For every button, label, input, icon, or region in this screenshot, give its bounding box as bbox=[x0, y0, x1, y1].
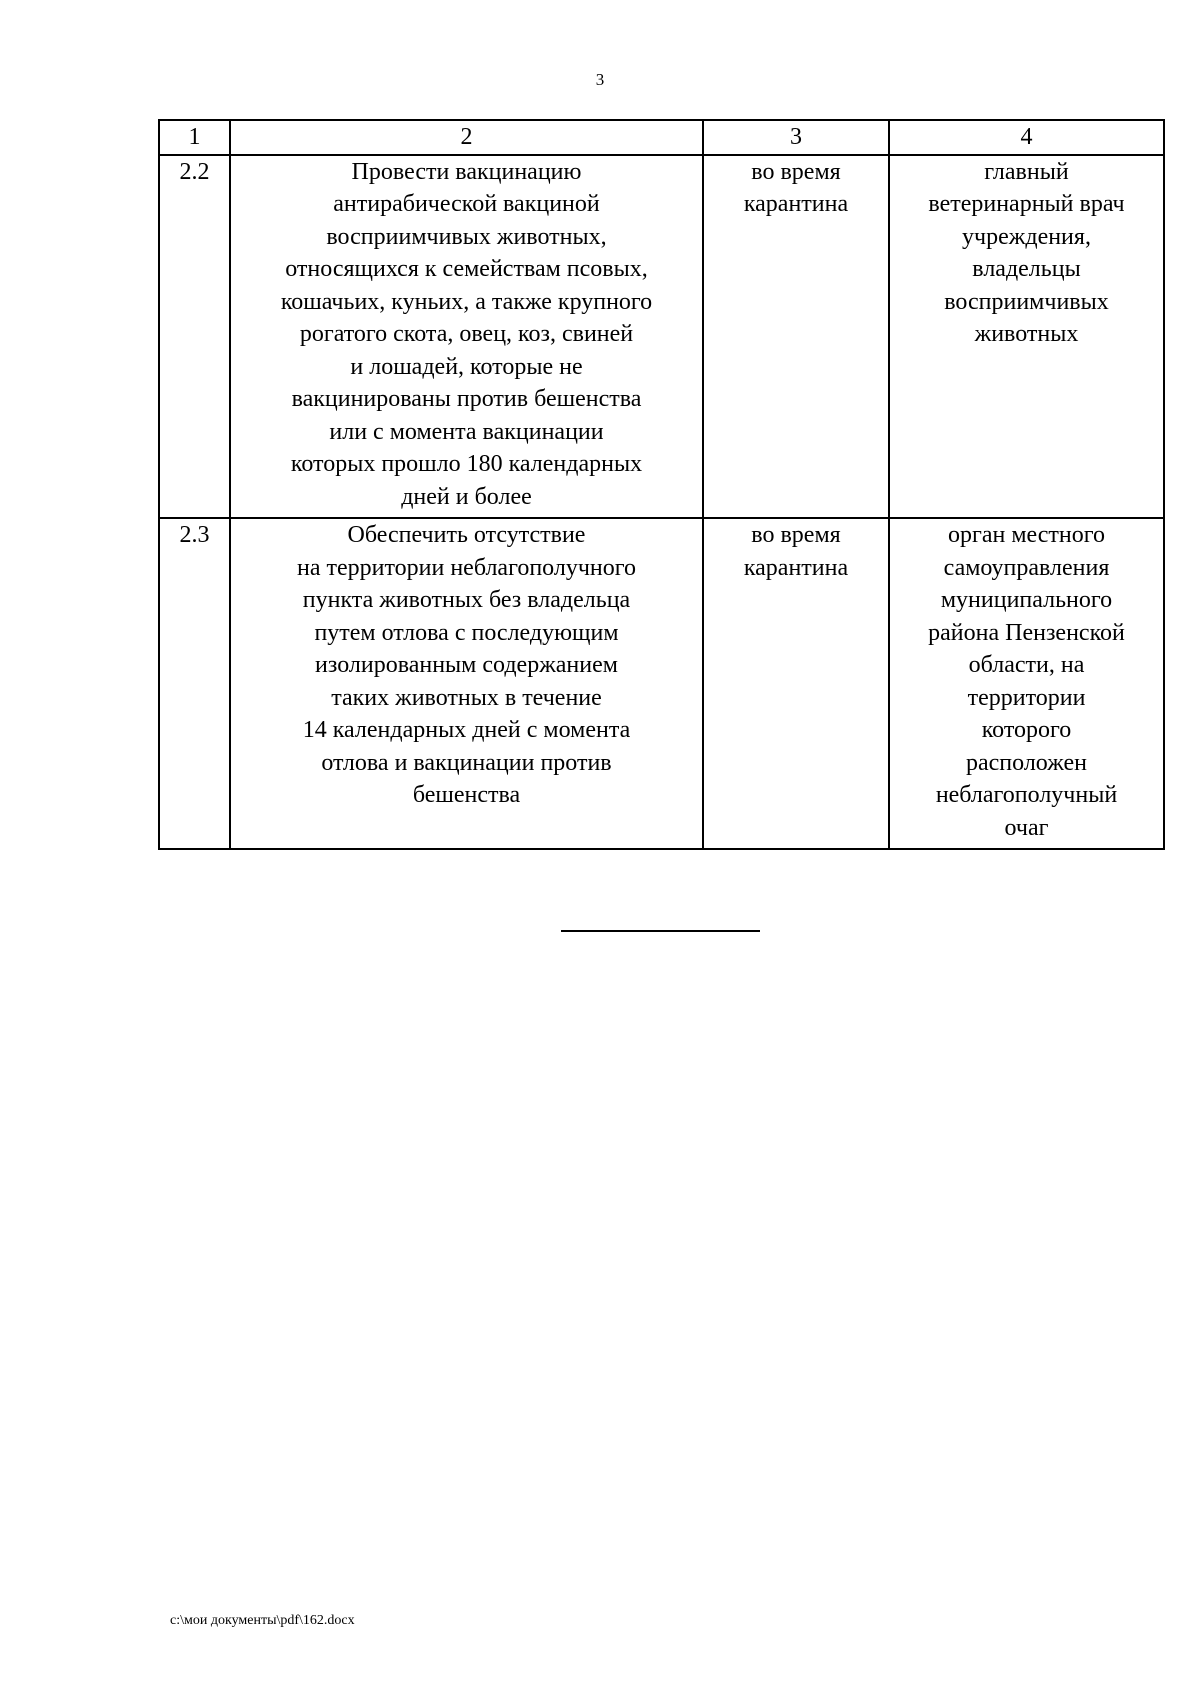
responsible-line: восприимчивых bbox=[944, 288, 1109, 315]
responsible-line: района Пензенской bbox=[928, 619, 1125, 646]
responsible-line: расположен bbox=[966, 749, 1087, 776]
measure-cell bbox=[230, 518, 703, 849]
measure-line: которых прошло 180 календарных bbox=[290, 451, 643, 477]
measure-line: путем отлова с последующим bbox=[314, 619, 619, 646]
responsible-line: учреждения, bbox=[962, 223, 1091, 250]
measure-cell bbox=[230, 155, 703, 519]
period-cell bbox=[703, 155, 889, 519]
measure-line: Обеспечить отсутствие bbox=[347, 522, 586, 548]
measure-line: вакцинированы против бешенства bbox=[291, 386, 642, 412]
measure-line: Провести вакцинацию bbox=[351, 158, 582, 185]
measure-line: 14 календарных дней с момента bbox=[302, 717, 631, 743]
responsible-line: главный bbox=[984, 158, 1069, 185]
period-line: во время bbox=[751, 158, 841, 185]
measure-line: отлова и вакцинации против bbox=[321, 749, 612, 776]
responsible-line: владельцы bbox=[972, 256, 1081, 282]
responsible-line: орган местного bbox=[947, 522, 1105, 548]
measure-line: дней и более bbox=[401, 483, 532, 510]
measure-line: антирабической вакциной bbox=[333, 191, 600, 217]
responsible-line: неблагополучный bbox=[935, 782, 1118, 808]
period-line: карантина bbox=[743, 554, 849, 581]
period-line: во время bbox=[751, 522, 841, 548]
responsible-line: которого bbox=[981, 717, 1072, 743]
measures-table bbox=[158, 119, 1165, 850]
measure-line: кошачьих, куньих, а также крупного bbox=[280, 288, 653, 315]
measure-line: рогатого скота, овец, коз, свиней bbox=[299, 321, 634, 347]
header-cell-1: 1 bbox=[159, 120, 230, 155]
footer-file-path: c:\мои документы\pdf\162.docx bbox=[170, 1613, 355, 1628]
measure-line: или с момента вакцинации bbox=[329, 418, 604, 445]
measure-line: таких животных в течение bbox=[331, 684, 602, 711]
measure-line: восприимчивых животных, bbox=[326, 223, 607, 250]
measure-line: относящихся к семействам псовых, bbox=[285, 256, 648, 282]
responsible-line: муниципального bbox=[940, 587, 1113, 613]
period-cell bbox=[703, 518, 889, 849]
period-line: карантина bbox=[743, 191, 849, 217]
measure-line: изолированным содержанием bbox=[315, 652, 618, 678]
header-cell-2: 2 bbox=[230, 120, 703, 155]
row-number: 2.3 bbox=[159, 518, 230, 849]
measure-line: и лошадей, которые не bbox=[350, 353, 583, 380]
page-number: 3 bbox=[595, 70, 605, 89]
measure-line: бешенства bbox=[412, 782, 521, 808]
header-cell-3: 3 bbox=[703, 120, 889, 155]
table-row bbox=[159, 155, 1164, 519]
responsible-line: области, на bbox=[968, 652, 1085, 678]
responsible-line: животных bbox=[974, 321, 1079, 347]
measure-line: пункта животных без владельца bbox=[302, 587, 631, 613]
responsible-line: ветеринарный врач bbox=[928, 191, 1125, 217]
row-number: 2.2 bbox=[159, 155, 230, 519]
table-row bbox=[159, 518, 1164, 849]
responsible-line: самоуправления bbox=[943, 554, 1110, 581]
header-cell-4: 4 bbox=[889, 120, 1164, 155]
responsible-line: территории bbox=[967, 684, 1086, 711]
responsible-line: очаг bbox=[1004, 814, 1049, 841]
responsible-cell bbox=[889, 155, 1164, 519]
table-header-row bbox=[159, 120, 1164, 155]
responsible-cell bbox=[889, 518, 1164, 849]
end-separator-line bbox=[561, 930, 760, 932]
measure-line: на территории неблагополучного bbox=[297, 554, 636, 581]
